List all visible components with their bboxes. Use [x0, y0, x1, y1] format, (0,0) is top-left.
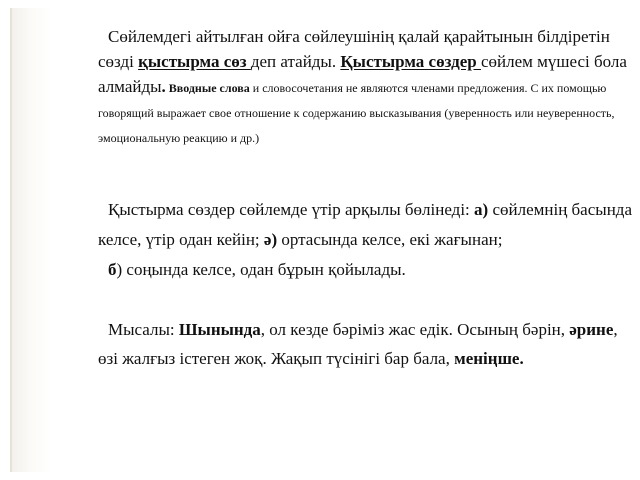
text: деп атайды. [250, 52, 341, 71]
text: ) соңында келсе, одан бұрын қойылады. [116, 260, 406, 279]
term-kystyrma-sozder: Қыстырма сөздер [340, 52, 481, 71]
example-paragraph [98, 315, 638, 373]
example-word-2: әрине [569, 320, 614, 339]
term-kystyrma-soz: қыстырма сөз [138, 52, 251, 71]
text: сөйлемнің басында келсе, үтір одан кейін; [98, 200, 632, 249]
definition-paragraph [98, 24, 638, 149]
marker-b: б [108, 260, 117, 279]
period: . [161, 77, 166, 96]
rule-paragraph [98, 195, 638, 285]
example-word-3: меніңше. [454, 349, 524, 368]
text: сөйлем мүшесі бола алмайды [98, 52, 627, 96]
ru-text: и словосочетания не являются членами предложения. С их помощью говорящий выражает свое отношение к содержанию высказывания (уверенность или неуверенность, эмоциональную реакцию и др.) [98, 81, 615, 145]
text: , өзі жалғыз істеген жоқ. Жақып түсінігі бар бала, [98, 320, 618, 368]
example-word-1: Шынында [178, 320, 261, 339]
slide-content [98, 24, 638, 373]
text: Мысалы: [108, 320, 179, 339]
slide [10, 8, 632, 472]
marker-a: а) [474, 200, 489, 219]
text: , ол кезде бәріміз жас едік. Осының бәрін, [260, 320, 570, 339]
text: Сөйлемдегі айтылған ойға сөйлеушінің қалай қарайтынын білдіретін сөзді [98, 27, 610, 71]
text: Қыстырма сөздер сөйлемде үтір арқылы бөлінеді: [108, 200, 475, 219]
ru-term: Вводные слова [165, 81, 250, 95]
marker-ae: ә) [263, 230, 278, 249]
text: ортасында келсе, екі жағынан; [277, 230, 503, 249]
